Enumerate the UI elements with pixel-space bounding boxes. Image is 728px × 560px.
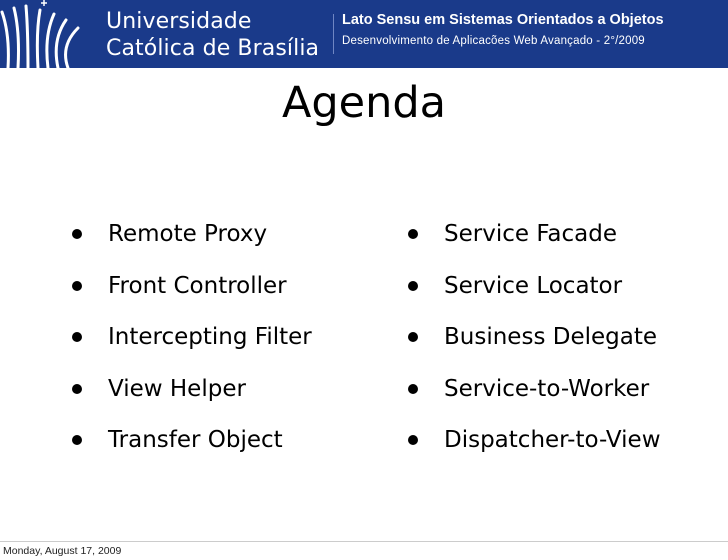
bullet-icon xyxy=(408,332,418,342)
university-name xyxy=(106,8,319,62)
list-item-text: Business Delegate xyxy=(444,324,657,350)
list-item-text: Remote Proxy xyxy=(108,221,268,247)
university-name-line1: Universidade xyxy=(106,9,252,34)
bullet-icon xyxy=(72,332,82,342)
list-item-text: View Helper xyxy=(108,375,246,402)
bullet-icon xyxy=(408,229,418,239)
list-item-text: Service Locator xyxy=(444,272,623,299)
bullet-icon xyxy=(72,281,82,291)
bullet-icon xyxy=(408,384,418,394)
list-item-text: Dispatcher-to-View xyxy=(444,427,661,453)
course-subtitle: Desenvolvimento de Aplicacões Web Avançado - 2°/2009 xyxy=(342,35,645,47)
slide-title: Agenda xyxy=(281,78,447,128)
banner-divider xyxy=(333,14,334,54)
header-banner xyxy=(0,0,728,68)
course-title: Lato Sensu em Sistemas Orientados a Objetos xyxy=(342,12,664,28)
university-name-line2: Católica de Brasília xyxy=(106,36,320,61)
list-item-text: Service-to-Worker xyxy=(444,375,650,402)
footer-divider xyxy=(0,541,728,542)
bullet-icon xyxy=(72,384,82,394)
list-item-text: Service Facade xyxy=(444,221,618,247)
bullet-icon xyxy=(72,435,82,445)
bullet-icon xyxy=(408,281,418,291)
list-item-text: Front Controller xyxy=(108,272,287,299)
bullet-icon xyxy=(408,435,418,445)
cathedral-emblem-icon xyxy=(0,0,90,68)
footer-date: Monday, August 17, 2009 xyxy=(3,545,122,557)
bullet-icon xyxy=(72,229,82,239)
list-item-text: Intercepting Filter xyxy=(108,324,312,350)
list-item-text: Transfer Object xyxy=(108,427,283,453)
